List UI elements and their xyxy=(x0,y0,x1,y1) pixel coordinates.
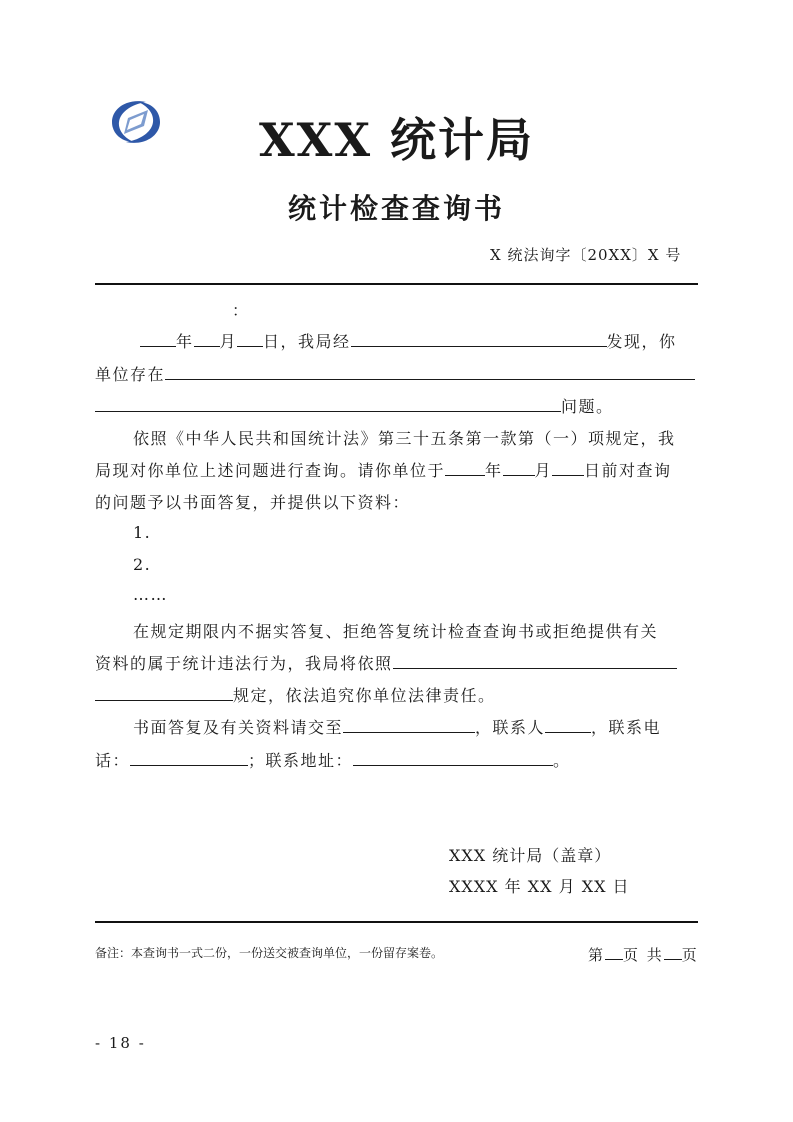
p3-line3: 规定，依法追究你单位法律责任。 xyxy=(95,683,496,706)
list-item: …… xyxy=(133,585,168,604)
signature-org-seal: XXX 统计局（盖章） xyxy=(449,846,612,865)
organization-name: XXX 统计局 xyxy=(258,113,535,167)
list-item: 2. xyxy=(133,555,152,574)
day-blank[interactable] xyxy=(237,330,263,347)
page-number: - 18 - xyxy=(95,1034,146,1052)
page-count: 第 页 共 页 xyxy=(588,943,699,965)
address-blank[interactable] xyxy=(353,749,553,766)
law-basis-blank-1[interactable] xyxy=(393,652,677,669)
issue-blank-2[interactable] xyxy=(95,395,561,412)
signature-date: XXXX 年 XX 月 XX 日 xyxy=(449,877,630,896)
total-pages-blank[interactable] xyxy=(664,943,682,960)
p1-line2: 单位存在 xyxy=(95,362,695,385)
p1-line1: 年 月 日，我局经 发现，你 xyxy=(140,329,677,352)
reply-month-blank[interactable] xyxy=(503,459,535,476)
reply-day-blank[interactable] xyxy=(552,459,584,476)
contact-person-blank[interactable] xyxy=(545,716,591,733)
salutation-colon: ： xyxy=(232,301,250,320)
p1-line3: 问题。 xyxy=(95,394,614,417)
reply-year-blank[interactable] xyxy=(445,459,485,476)
year-blank[interactable] xyxy=(140,330,176,347)
discovery-method-blank[interactable] xyxy=(351,330,607,347)
month-blank[interactable] xyxy=(194,330,220,347)
submit-to-blank[interactable] xyxy=(343,716,475,733)
document-number: X 统法询字〔20XX〕X 号 xyxy=(490,246,682,264)
p2-line1: 依照《中华人民共和国统计法》第三十五条第一款第（一）项规定，我 xyxy=(133,429,676,448)
p2-line3: 的问题予以书面答复，并提供以下资料： xyxy=(95,493,411,512)
footer-divider xyxy=(95,921,698,923)
current-page-blank[interactable] xyxy=(605,943,623,960)
document-title: 统计检查查询书 xyxy=(287,192,505,225)
header-divider xyxy=(95,283,698,285)
p2-line2: 局现对你单位上述问题进行查询。请你单位于 年 月 日前对查询 xyxy=(95,461,672,480)
phone-blank[interactable] xyxy=(130,749,248,766)
footer-note: 备注：本查询书一式二份，一份送交被查询单位，一份留存案卷。 xyxy=(95,946,444,960)
law-basis-blank-2[interactable] xyxy=(95,684,233,701)
p4-line1: 书面答复及有关资料请交至 ，联系人 ，联系电 xyxy=(133,718,662,737)
p3-line2: 资料的属于统计违法行为，我局将依照 xyxy=(95,651,677,674)
list-item: 1. xyxy=(133,523,152,542)
issue-blank-1[interactable] xyxy=(165,363,695,380)
p4-line2: 话： ；联系地址： 。 xyxy=(95,751,571,770)
p3-line1: 在规定期限内不据实答复、拒绝答复统计检查查询书或拒绝提供有关 xyxy=(133,622,659,641)
